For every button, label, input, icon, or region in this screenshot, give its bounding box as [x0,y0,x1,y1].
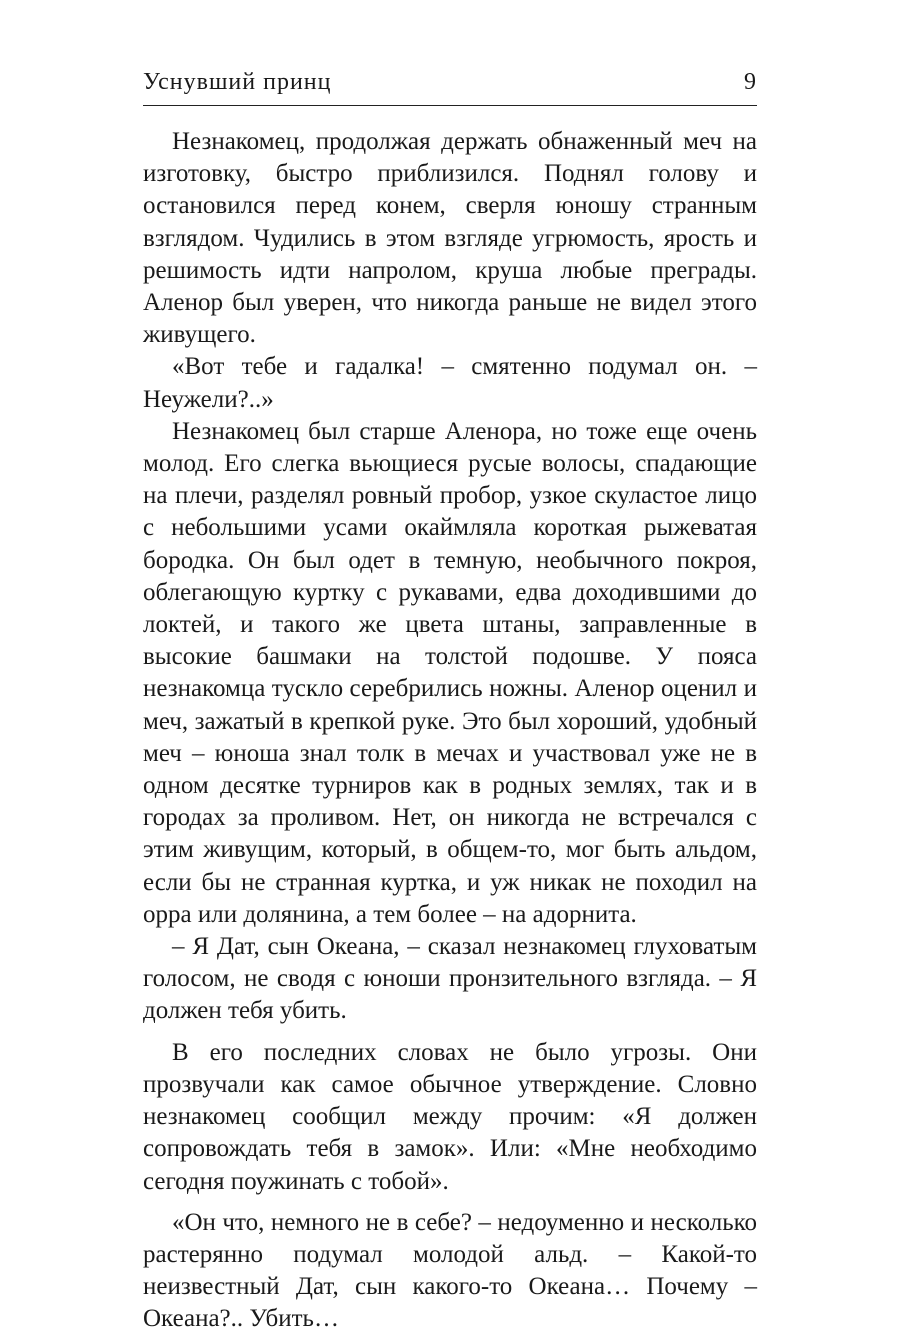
paragraph: Незнакомец был старше Аленора, но тоже еще очень молод. Его слегка вьющиеся русые волосы, спадающие на плечи, разделял ровный пробор, узкое скуластое лицо с небольшими усами окаймляла короткая рыжеватая бородка. Он был одет в темную, необычного покроя, облегающую куртку с рукавами, едва доходившими до локтей, и такого же цвета штаны, заправленные в высокие башмаки на толстой подошве. У пояса незнакомца тускло серебрились ножны. Аленор оценил и меч, зажатый в крепкой руке. Это был хороший, удобный меч – юноша знал толк в мечах и участвовал уже не в одном десятке турниров как в родных землях, так и в городах за проливом. Нет, он никогда не встречался с этим живущим, который, в общем-то, мог быть альдом, если бы не странная куртка, и уж никак не походил на орра или долянина, а тем более – на адорнита. [143,417,757,928]
paragraph: В его последних словах не было угрозы. Они прозвучали как самое обычное утверждение. Словно незнакомец сообщил между прочим: «Я должен сопровождать тебя в замок». Или: «Мне необходимо сегодня поужинать с тобой». [143,1038,757,1195]
paragraph: Незнакомец, продолжая держать обнаженный меч на изготовку, быстро приблизился. Поднял голову и остановился перед конем, сверля юношу странным взглядом. Чудились в этом взгляде угрюмость, ярость и решимость идти напролом, круша любые преграды. Аленор был уверен, что никогда раньше не видел этого живущего. [143,128,757,349]
paragraph: – Я Дат, сын Океана, – сказал незнакомец глуховатым голосом, не сводя с юноши пронзительного взгляда. – Я должен тебя убить. [143,933,757,1025]
chapter-title: Уснувший принц [143,69,332,95]
paragraph: «Вот тебе и гадалка! – смятенно подумал он. – Неужели?..» [143,353,757,413]
body-text [143,126,757,1336]
paragraph: «Он что, немного не в себе? – недоуменно и несколько растерянно подумал молодой альд. – Какой-то неизвестный Дат, сын какого-то Океана… Почему – Океана?.. Убить… [143,1208,757,1333]
header-rule [143,105,757,106]
page-number: 9 [744,69,757,95]
running-header [143,64,757,100]
